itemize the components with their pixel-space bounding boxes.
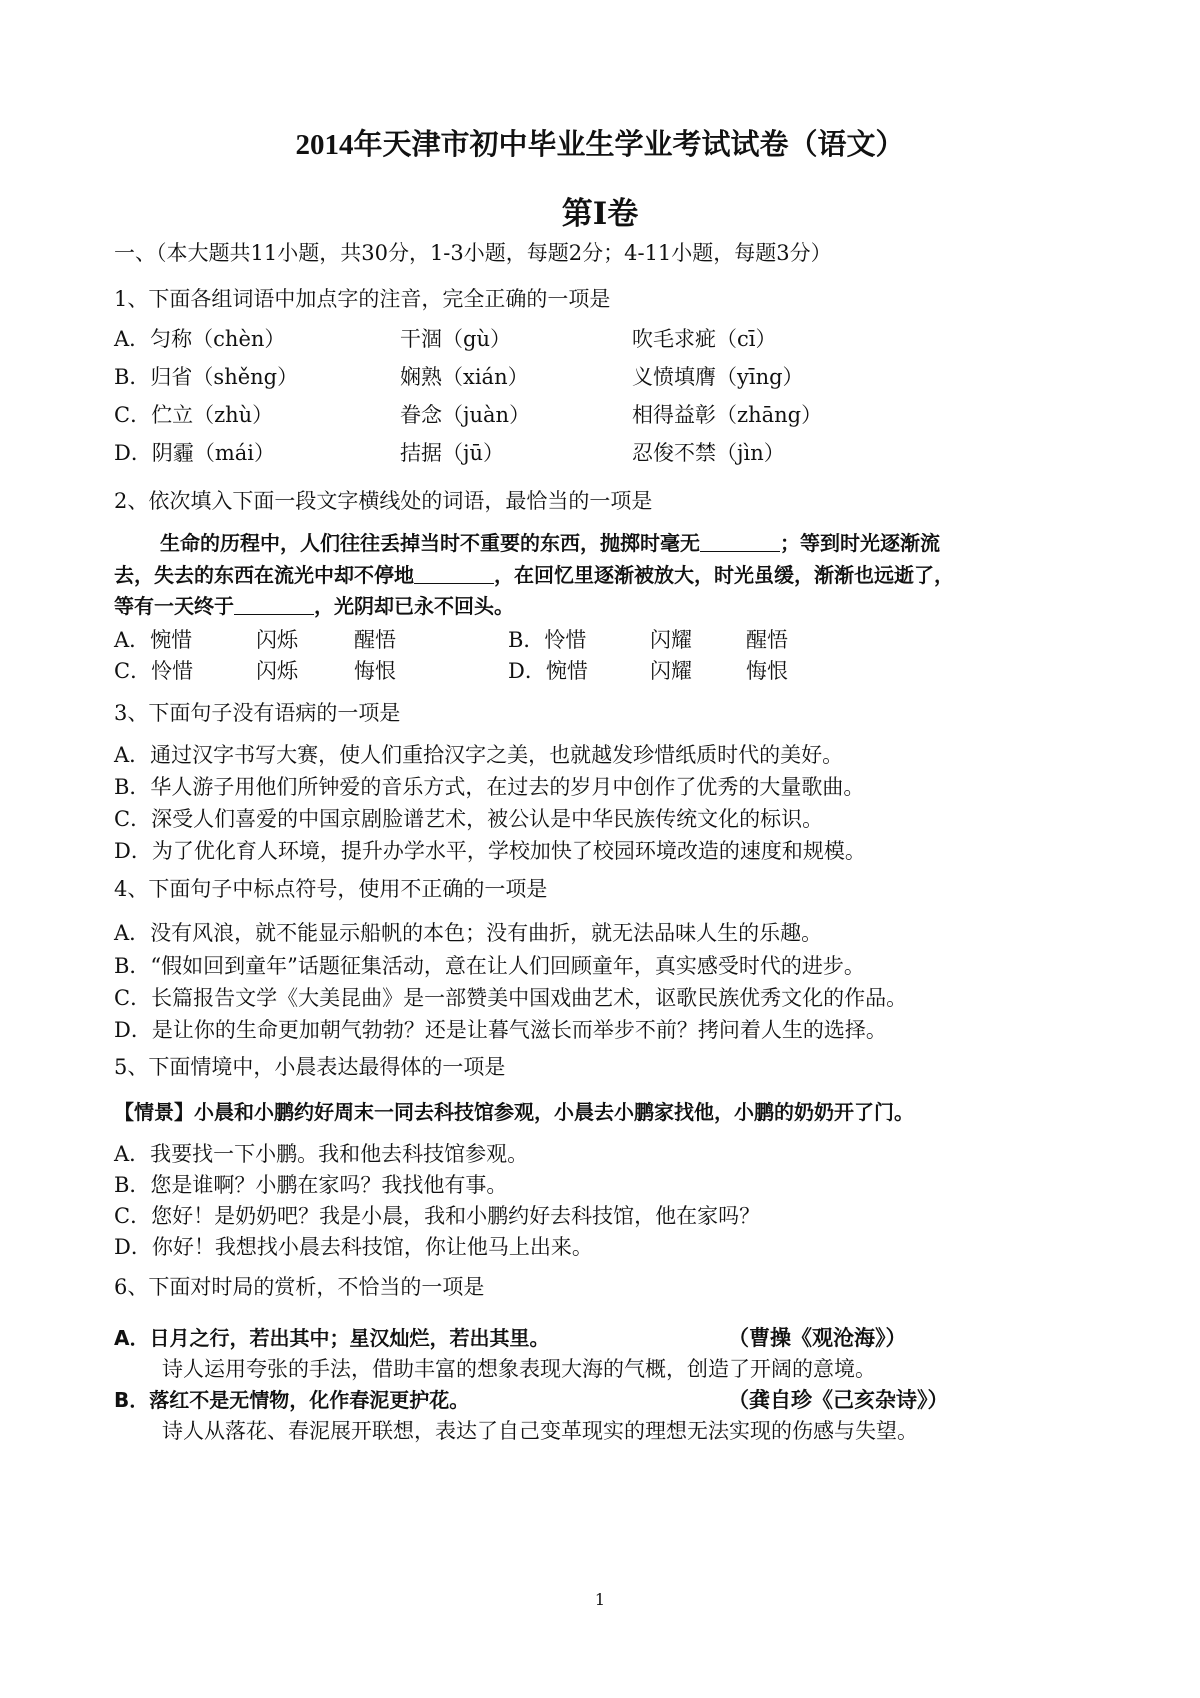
- q1-a-1: A．匀称（chèn）: [114, 327, 286, 351]
- q1-stem: 1、下面各组词语中加点字的注音，完全正确的一项是: [114, 287, 611, 311]
- q2-passage-3a: 等有一天终于: [114, 594, 234, 618]
- q1-c-1: C．伫立（zhù）: [114, 403, 274, 427]
- q2-opt-a-1: A．惋惜: [114, 628, 193, 652]
- q2-opt-c-1: C．怜惜: [114, 659, 194, 683]
- q2-passage-line1: [160, 530, 940, 556]
- q1-a-2: 干涸（gù）: [400, 327, 511, 351]
- q2-passage-3b: ，光阴却已永不回头。: [314, 594, 514, 618]
- q2-stem: 2、依次填入下面一段文字横线处的词语，最恰当的一项是: [114, 489, 653, 513]
- q2-opt-a-3: 醒悟: [354, 628, 396, 652]
- q3-opt-a: A．通过汉字书写大赛，使人们重拾汉字之美，也就越发珍惜纸质时代的美好。: [114, 743, 844, 767]
- q5-opt-d: D．你好！我想找小晨去科技馆，你让他马上出来。: [114, 1235, 593, 1259]
- q1-b-1: B．归省（shěng）: [114, 365, 299, 389]
- q4-opt-d: D．是让你的生命更加朝气勃勃？还是让暮气滋长而举步不前？拷问着人生的选择。: [114, 1018, 887, 1042]
- q6-b-note: 诗人从落花、春泥展开联想，表达了自己变革现实的理想无法实现的伤感与失望。: [162, 1419, 918, 1443]
- q4-opt-b: B．“假如回到童年”话题征集活动，意在让人们回顾童年，真实感受时代的进步。: [114, 954, 865, 978]
- q2-passage-line2: [114, 562, 954, 588]
- exam-title: 2014年天津市初中毕业生学业考试试卷（语文）: [295, 129, 905, 161]
- q6-a-verse: A．日月之行，若出其中；星汉灿烂，若出其里。: [114, 1326, 550, 1350]
- q6-stem: 6、下面对时局的赏析，不恰当的一项是: [114, 1275, 485, 1299]
- section-heading: 一、（本大题共11小题，共30分，1-3小题，每题2分；4-11小题，每题3分）: [114, 241, 832, 265]
- q2-passage-line3: [114, 593, 514, 619]
- q4-opt-c: C．长篇报告文学《大美昆曲》是一部赞美中国戏曲艺术，讴歌民族优秀文化的作品。: [114, 986, 908, 1010]
- q1-d-2: 拮据（jū）: [400, 441, 505, 465]
- q1-a-3: 吹毛求疵（cī）: [632, 327, 777, 351]
- q4-stem: 4、下面句子中标点符号，使用不正确的一项是: [114, 877, 548, 901]
- q2-passage-2b: ，在回忆里逐渐被放大，时光虽缓，渐渐也远逝了，: [494, 563, 954, 587]
- q3-opt-d: D．为了优化育人环境，提升办学水平，学校加快了校园环境改造的速度和规模。: [114, 839, 866, 863]
- q6-a-source: （曹操《观沧海》）: [728, 1326, 907, 1350]
- q2-opt-a-2: 闪烁: [256, 628, 298, 652]
- q2-opt-b-1: B．怜惜: [508, 628, 587, 652]
- q2-opt-b-3: 醒悟: [746, 628, 788, 652]
- q3-stem: 3、下面句子没有语病的一项是: [114, 701, 401, 725]
- page-number: 1: [594, 1590, 606, 1609]
- q2-opt-c-2: 闪烁: [256, 659, 298, 683]
- q3-opt-c: C．深受人们喜爱的中国京剧脸谱艺术，被公认是中华民族传统文化的标识。: [114, 807, 824, 831]
- q5-opt-a: A．我要找一下小鹏。我和他去科技馆参观。: [114, 1142, 529, 1166]
- q2-opt-b-2: 闪耀: [650, 628, 692, 652]
- q2-opt-d-2: 闪耀: [650, 659, 692, 683]
- q5-scene: 【情景】小晨和小鹏约好周末一同去科技馆参观，小晨去小鹏家找他，小鹏的奶奶开了门。: [114, 1100, 914, 1124]
- q1-b-3: 义愤填膺（yīng）: [632, 365, 804, 389]
- q5-stem: 5、下面情境中，小晨表达最得体的一项是: [114, 1055, 506, 1079]
- q3-opt-b: B．华人游子用他们所钟爱的音乐方式，在过去的岁月中创作了优秀的大量歌曲。: [114, 775, 865, 799]
- q2-opt-c-3: 悔恨: [354, 659, 396, 683]
- q6-b-verse: B．落红不是无情物，化作春泥更护花。: [114, 1388, 470, 1412]
- q2-passage-1a: 生命的历程中，人们往往丢掉当时不重要的东西，抛掷时毫无: [160, 531, 700, 555]
- q1-c-2: 眷念（juàn）: [400, 403, 531, 427]
- q2-blank-2: [414, 563, 494, 584]
- volume-title: 第Ⅰ卷: [561, 196, 639, 231]
- q2-passage-2a: 去，失去的东西在流光中却不停地: [114, 563, 414, 587]
- q1-c-3: 相得益彰（zhāng）: [632, 403, 823, 427]
- q1-b-2: 娴熟（xián）: [400, 365, 529, 389]
- q1-d-3: 忍俊不禁（jìn）: [632, 441, 785, 465]
- q6-a-note: 诗人运用夸张的手法，借助丰富的想象表现大海的气概，创造了开阔的意境。: [162, 1357, 876, 1381]
- q2-opt-d-1: D．惋惜: [508, 659, 588, 683]
- q6-b-source: （龚自珍《己亥杂诗》）: [728, 1388, 949, 1412]
- q2-opt-d-3: 悔恨: [746, 659, 788, 683]
- q5-opt-b: B．您是谁啊？小鹏在家吗？我找他有事。: [114, 1173, 508, 1197]
- q1-d-1: D．阴霾（mái）: [114, 441, 275, 465]
- q2-blank-1: [700, 531, 780, 552]
- q5-opt-c: C．您好！是奶奶吧？我是小晨，我和小鹏约好去科技馆，他在家吗？: [114, 1204, 761, 1228]
- q4-opt-a: A．没有风浪，就不能显示船帆的本色；没有曲折，就无法品味人生的乐趣。: [114, 921, 823, 945]
- q2-passage-1b: ；等到时光逐渐流: [780, 531, 940, 555]
- q2-blank-3: [234, 594, 314, 615]
